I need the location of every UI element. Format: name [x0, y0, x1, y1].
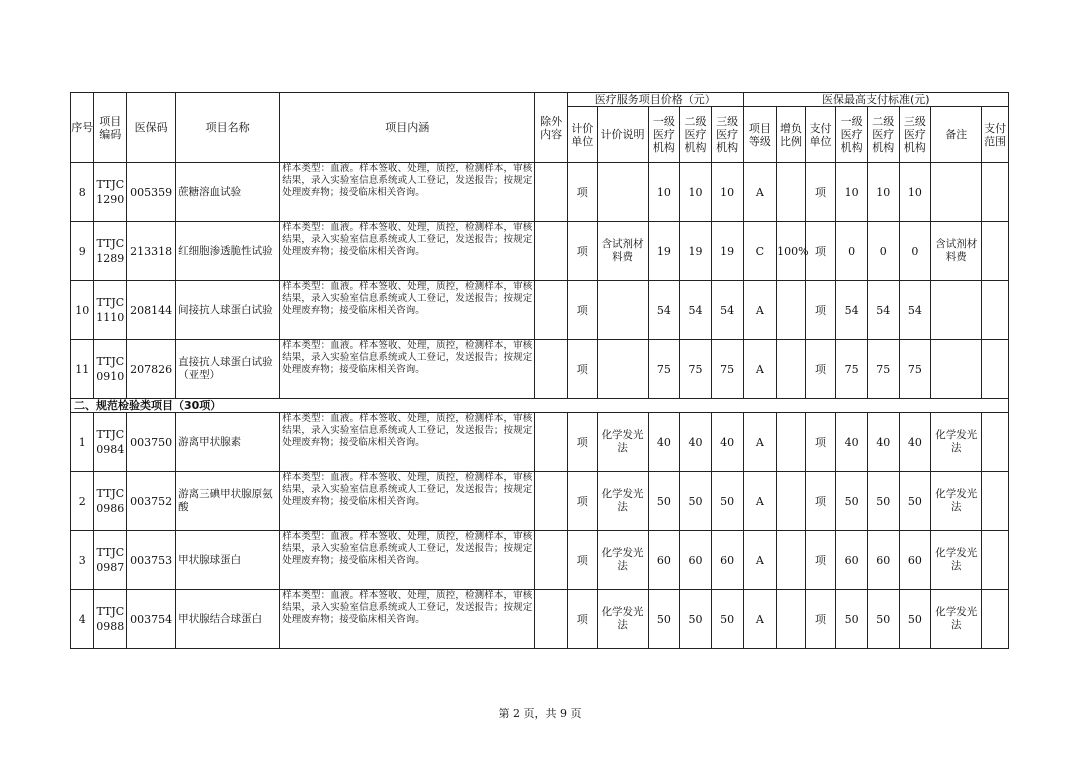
cell-remark: [931, 340, 982, 399]
cell-grade: A: [743, 590, 777, 649]
cell-pay-lv1: 60: [836, 531, 868, 590]
cell-pay-lv3: 10: [899, 163, 931, 222]
price-table-sheet: [70, 92, 1009, 649]
cell-price-lv3: 10: [711, 163, 743, 222]
cell-burden: [777, 590, 806, 649]
cell-med-code: 207826: [127, 340, 176, 399]
cell-pay-unit: 项: [805, 472, 836, 531]
cell-med-code: 003750: [127, 413, 176, 472]
cell-price-lv1: 19: [648, 222, 680, 281]
cell-remark: [931, 281, 982, 340]
cell-unit: 项: [567, 590, 597, 649]
cell-unit: 项: [567, 281, 597, 340]
col-seq: 序号: [71, 93, 94, 163]
cell-price-lv2: 50: [680, 472, 712, 531]
col-price-lv1: 一级医疗机构: [648, 107, 680, 163]
cell-med-code: 208144: [127, 281, 176, 340]
cell-price-lv2: 10: [680, 163, 712, 222]
table-row: [71, 590, 1009, 649]
cell-scope: [982, 281, 1009, 340]
cell-item-name: 蔗糖溶血试验: [176, 163, 280, 222]
cell-item-name: 游离甲状腺素: [176, 413, 280, 472]
cell-price-lv2: 54: [680, 281, 712, 340]
cell-grade: A: [743, 413, 777, 472]
cell-pay-lv2: 50: [867, 472, 899, 531]
cell-seq: 2: [71, 472, 94, 531]
cell-unit: 项: [567, 222, 597, 281]
cell-item-code: TTJC 1290: [94, 163, 127, 222]
cell-price-lv3: 50: [711, 590, 743, 649]
cell-content: 样本类型：血液。样本签收、处理，质控，检测样本，审核结果，录入实验室信息系统或人工登记，发送报告；按规定处理废弃物；接受临床相关咨询。: [280, 472, 535, 531]
cell-pay-unit: 项: [805, 413, 836, 472]
cell-pay-lv2: 54: [867, 281, 899, 340]
cell-item-code: TTJC 0984: [94, 413, 127, 472]
cell-burden: [777, 531, 806, 590]
col-pay-unit: 支付单位: [805, 107, 836, 163]
cell-grade: A: [743, 281, 777, 340]
cell-price-lv2: 40: [680, 413, 712, 472]
cell-explain: 化学发光法: [597, 472, 648, 531]
cell-remark: [931, 163, 982, 222]
cell-content: 样本类型：血液。样本签收、处理，质控，检测样本，审核结果，录入实验室信息系统或人工登记，发送报告；按规定处理废弃物；接受临床相关咨询。: [280, 413, 535, 472]
cell-seq: 8: [71, 163, 94, 222]
cell-pay-lv1: 50: [836, 472, 868, 531]
cell-exclusion: [535, 531, 568, 590]
cell-item-name: 间接抗人球蛋白试验: [176, 281, 280, 340]
cell-content: 样本类型：血液。样本签收、处理，质控，检测样本，审核结果，录入实验室信息系统或人工登记，发送报告；按规定处理废弃物；接受临床相关咨询。: [280, 281, 535, 340]
cell-med-code: 003752: [127, 472, 176, 531]
cell-pay-unit: 项: [805, 222, 836, 281]
cell-price-lv1: 50: [648, 472, 680, 531]
cell-content: 样本类型：血液。样本签收、处理，质控，检测样本，审核结果，录入实验室信息系统或人工登记，发送报告；按规定处理废弃物；接受临床相关咨询。: [280, 531, 535, 590]
cell-item-name: 红细胞渗透脆性试验: [176, 222, 280, 281]
cell-pay-lv1: 10: [836, 163, 868, 222]
cell-exclusion: [535, 281, 568, 340]
cell-grade: C: [743, 222, 777, 281]
cell-price-lv1: 54: [648, 281, 680, 340]
table-header: [71, 93, 1009, 163]
cell-grade: A: [743, 340, 777, 399]
cell-pay-unit: 项: [805, 531, 836, 590]
cell-burden: 100%: [777, 222, 806, 281]
col-exclusion: 除外内容: [535, 93, 568, 163]
col-pay-lv1: 一级医疗机构: [836, 107, 868, 163]
col-explain: 计价说明: [597, 107, 648, 163]
cell-grade: A: [743, 163, 777, 222]
cell-burden: [777, 340, 806, 399]
cell-pay-lv2: 40: [867, 413, 899, 472]
cell-item-name: 游离三碘甲状腺原氨酸: [176, 472, 280, 531]
cell-pay-lv1: 54: [836, 281, 868, 340]
cell-med-code: 003754: [127, 590, 176, 649]
cell-item-code: TTJC 0986: [94, 472, 127, 531]
cell-scope: [982, 340, 1009, 399]
cell-explain: 化学发光法: [597, 590, 648, 649]
cell-med-code: 005359: [127, 163, 176, 222]
cell-item-name: 甲状腺结合球蛋白: [176, 590, 280, 649]
cell-price-lv3: 50: [711, 472, 743, 531]
cell-remark: 化学发光法: [931, 531, 982, 590]
cell-pay-lv3: 50: [899, 590, 931, 649]
cell-remark: 含试剂材料费: [931, 222, 982, 281]
cell-pay-lv3: 54: [899, 281, 931, 340]
cell-burden: [777, 281, 806, 340]
cell-pay-lv2: 10: [867, 163, 899, 222]
col-item-code: 项目编码: [94, 93, 127, 163]
cell-scope: [982, 222, 1009, 281]
cell-price-lv1: 50: [648, 590, 680, 649]
cell-explain: 化学发光法: [597, 531, 648, 590]
cell-price-lv3: 40: [711, 413, 743, 472]
cell-item-code: TTJC 0910: [94, 340, 127, 399]
price-table: [70, 92, 1009, 649]
cell-scope: [982, 163, 1009, 222]
cell-remark: 化学发光法: [931, 590, 982, 649]
cell-pay-lv1: 50: [836, 590, 868, 649]
cell-pay-lv3: 0: [899, 222, 931, 281]
cell-burden: [777, 413, 806, 472]
col-price-lv2: 二级医疗机构: [680, 107, 712, 163]
cell-grade: A: [743, 531, 777, 590]
cell-price-lv2: 60: [680, 531, 712, 590]
cell-explain: 含试剂材料费: [597, 222, 648, 281]
cell-pay-lv2: 0: [867, 222, 899, 281]
cell-price-lv1: 60: [648, 531, 680, 590]
cell-seq: 4: [71, 590, 94, 649]
cell-pay-lv3: 75: [899, 340, 931, 399]
cell-exclusion: [535, 340, 568, 399]
cell-price-lv1: 40: [648, 413, 680, 472]
cell-seq: 3: [71, 531, 94, 590]
cell-seq: 11: [71, 340, 94, 399]
cell-unit: 项: [567, 340, 597, 399]
cell-unit: 项: [567, 413, 597, 472]
col-content: 项目内涵: [280, 93, 535, 163]
cell-scope: [982, 531, 1009, 590]
col-pay-lv3: 三级医疗机构: [899, 107, 931, 163]
cell-grade: A: [743, 472, 777, 531]
section-title: 二、规范检验类项目（30项）: [71, 399, 1009, 413]
cell-price-lv3: 60: [711, 531, 743, 590]
cell-pay-unit: 项: [805, 340, 836, 399]
cell-seq: 10: [71, 281, 94, 340]
cell-price-lv1: 10: [648, 163, 680, 222]
table-row: [71, 413, 1009, 472]
cell-price-lv3: 75: [711, 340, 743, 399]
table-row: [71, 222, 1009, 281]
cell-pay-unit: 项: [805, 281, 836, 340]
col-remark: 备注: [931, 107, 982, 163]
cell-item-code: TTJC 0987: [94, 531, 127, 590]
cell-exclusion: [535, 163, 568, 222]
cell-price-lv2: 50: [680, 590, 712, 649]
group-price: 医疗服务项目价格（元）: [567, 93, 743, 107]
col-item-name: 项目名称: [176, 93, 280, 163]
cell-scope: [982, 413, 1009, 472]
col-pay-lv2: 二级医疗机构: [867, 107, 899, 163]
cell-content: 样本类型：血液。样本签收、处理，质控，检测样本，审核结果，录入实验室信息系统或人工登记，发送报告；按规定处理废弃物；接受临床相关咨询。: [280, 590, 535, 649]
cell-pay-lv3: 50: [899, 472, 931, 531]
col-unit: 计价单位: [567, 107, 597, 163]
cell-pay-unit: 项: [805, 163, 836, 222]
cell-content: 样本类型：血液。样本签收、处理，质控，检测样本，审核结果，录入实验室信息系统或人工登记，发送报告；按规定处理废弃物；接受临床相关咨询。: [280, 222, 535, 281]
cell-scope: [982, 472, 1009, 531]
cell-burden: [777, 472, 806, 531]
cell-unit: 项: [567, 472, 597, 531]
cell-pay-lv2: 75: [867, 340, 899, 399]
cell-remark: 化学发光法: [931, 413, 982, 472]
page-footer: 第 2 页，共 9 页: [498, 707, 582, 720]
cell-price-lv1: 75: [648, 340, 680, 399]
cell-content: 样本类型：血液。样本签收、处理，质控，检测样本，审核结果，录入实验室信息系统或人工登记，发送报告；按规定处理废弃物；接受临床相关咨询。: [280, 340, 535, 399]
cell-content: 样本类型：血液。样本签收、处理，质控，检测样本，审核结果，录入实验室信息系统或人工登记，发送报告；按规定处理废弃物；接受临床相关咨询。: [280, 163, 535, 222]
cell-price-lv3: 54: [711, 281, 743, 340]
cell-explain: [597, 163, 648, 222]
col-scope: 支付范围: [982, 107, 1009, 163]
table-row: [71, 340, 1009, 399]
cell-unit: 项: [567, 163, 597, 222]
table-row: [71, 163, 1009, 222]
section-row: [71, 399, 1009, 413]
cell-price-lv3: 19: [711, 222, 743, 281]
cell-pay-lv1: 75: [836, 340, 868, 399]
cell-pay-lv2: 50: [867, 590, 899, 649]
cell-pay-lv3: 60: [899, 531, 931, 590]
col-burden: 增负比例: [777, 107, 806, 163]
cell-explain: [597, 281, 648, 340]
cell-item-name: 直接抗人球蛋白试验（亚型）: [176, 340, 280, 399]
col-med-code: 医保码: [127, 93, 176, 163]
cell-explain: [597, 340, 648, 399]
cell-item-code: TTJC 0988: [94, 590, 127, 649]
cell-unit: 项: [567, 531, 597, 590]
table-body: [71, 163, 1009, 649]
cell-exclusion: [535, 472, 568, 531]
table-row: [71, 281, 1009, 340]
cell-scope: [982, 590, 1009, 649]
cell-pay-unit: 项: [805, 590, 836, 649]
col-grade: 项目等级: [743, 107, 777, 163]
cell-med-code: 003753: [127, 531, 176, 590]
cell-price-lv2: 75: [680, 340, 712, 399]
cell-item-code: TTJC 1289: [94, 222, 127, 281]
cell-exclusion: [535, 590, 568, 649]
cell-seq: 1: [71, 413, 94, 472]
cell-item-name: 甲状腺球蛋白: [176, 531, 280, 590]
cell-pay-lv1: 40: [836, 413, 868, 472]
cell-med-code: 213318: [127, 222, 176, 281]
col-price-lv3: 三级医疗机构: [711, 107, 743, 163]
cell-seq: 9: [71, 222, 94, 281]
table-row: [71, 531, 1009, 590]
cell-item-code: TTJC 1110: [94, 281, 127, 340]
cell-burden: [777, 163, 806, 222]
table-row: [71, 472, 1009, 531]
cell-pay-lv1: 0: [836, 222, 868, 281]
cell-pay-lv2: 60: [867, 531, 899, 590]
group-pay-standard: 医保最高支付标准(元): [743, 93, 1009, 107]
cell-remark: 化学发光法: [931, 472, 982, 531]
cell-exclusion: [535, 413, 568, 472]
cell-exclusion: [535, 222, 568, 281]
cell-explain: 化学发光法: [597, 413, 648, 472]
cell-pay-lv3: 40: [899, 413, 931, 472]
cell-price-lv2: 19: [680, 222, 712, 281]
